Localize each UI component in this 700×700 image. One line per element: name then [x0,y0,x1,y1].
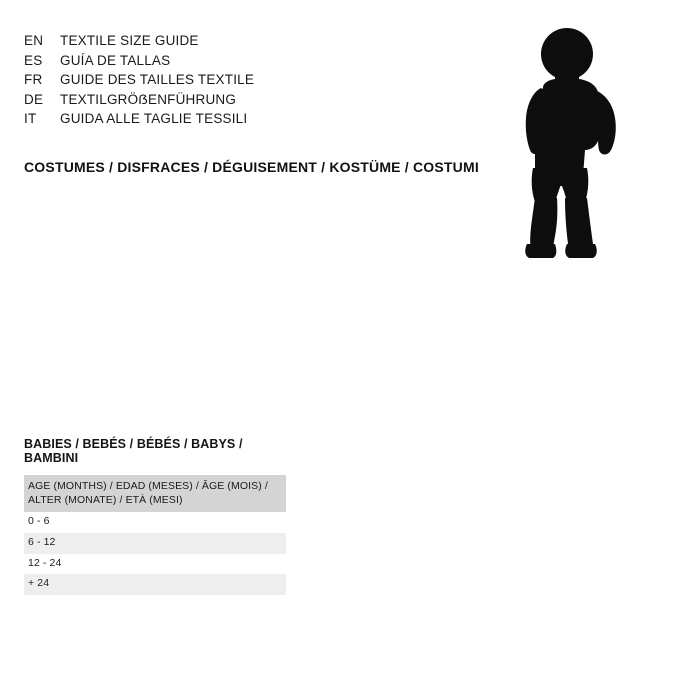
table-row [24,574,286,595]
language-code-es: ES [24,52,43,68]
language-text-es: GUÍA DE TALLAS [60,52,171,68]
language-row-de [24,93,444,107]
language-row-it [24,112,444,126]
table-caption: BABIES / BEBÉS / BÉBÉS / BABYS / BAMBINI [24,437,243,465]
language-code-it: IT [24,111,37,126]
cell-age-range: 6 - 12 [24,533,286,554]
column-header-age: AGE (MONTHS) / EDAD (MESES) / ÂGE (MOIS) / ALTER (MONATE) / ETÀ (MESI) [24,475,286,512]
language-text-en: TEXTILE SIZE GUIDE [60,33,199,48]
table-row [24,554,286,575]
language-code-en: EN [24,33,44,48]
size-table-head [24,475,286,512]
size-table-body [24,512,286,595]
size-table-section [24,437,286,595]
table-row [24,512,286,533]
language-text-it: GUIDA ALLE TAGLIE TESSILI [60,111,248,126]
language-header-block [24,34,444,132]
cell-age-range: 0 - 6 [24,512,286,533]
language-row-en [24,34,444,48]
category-title: COSTUMES / DISFRACES / DÉGUISEMENT / KOSTÜME / COSTUMI [24,159,479,175]
language-text-de: TEXTILGRÖẞENFÜHRUNG [60,91,237,107]
toddler-silhouette-icon [505,26,635,261]
cell-age-range: + 24 [24,574,286,595]
size-table-header-row [24,475,286,512]
language-code-de: DE [24,91,44,107]
language-text-fr: GUIDE DES TAILLES TEXTILE [60,72,255,87]
size-table [24,475,286,595]
language-row-es [24,54,444,68]
language-code-fr: FR [24,72,43,87]
language-row-fr [24,73,444,87]
cell-age-range: 12 - 24 [24,554,286,575]
table-row [24,533,286,554]
